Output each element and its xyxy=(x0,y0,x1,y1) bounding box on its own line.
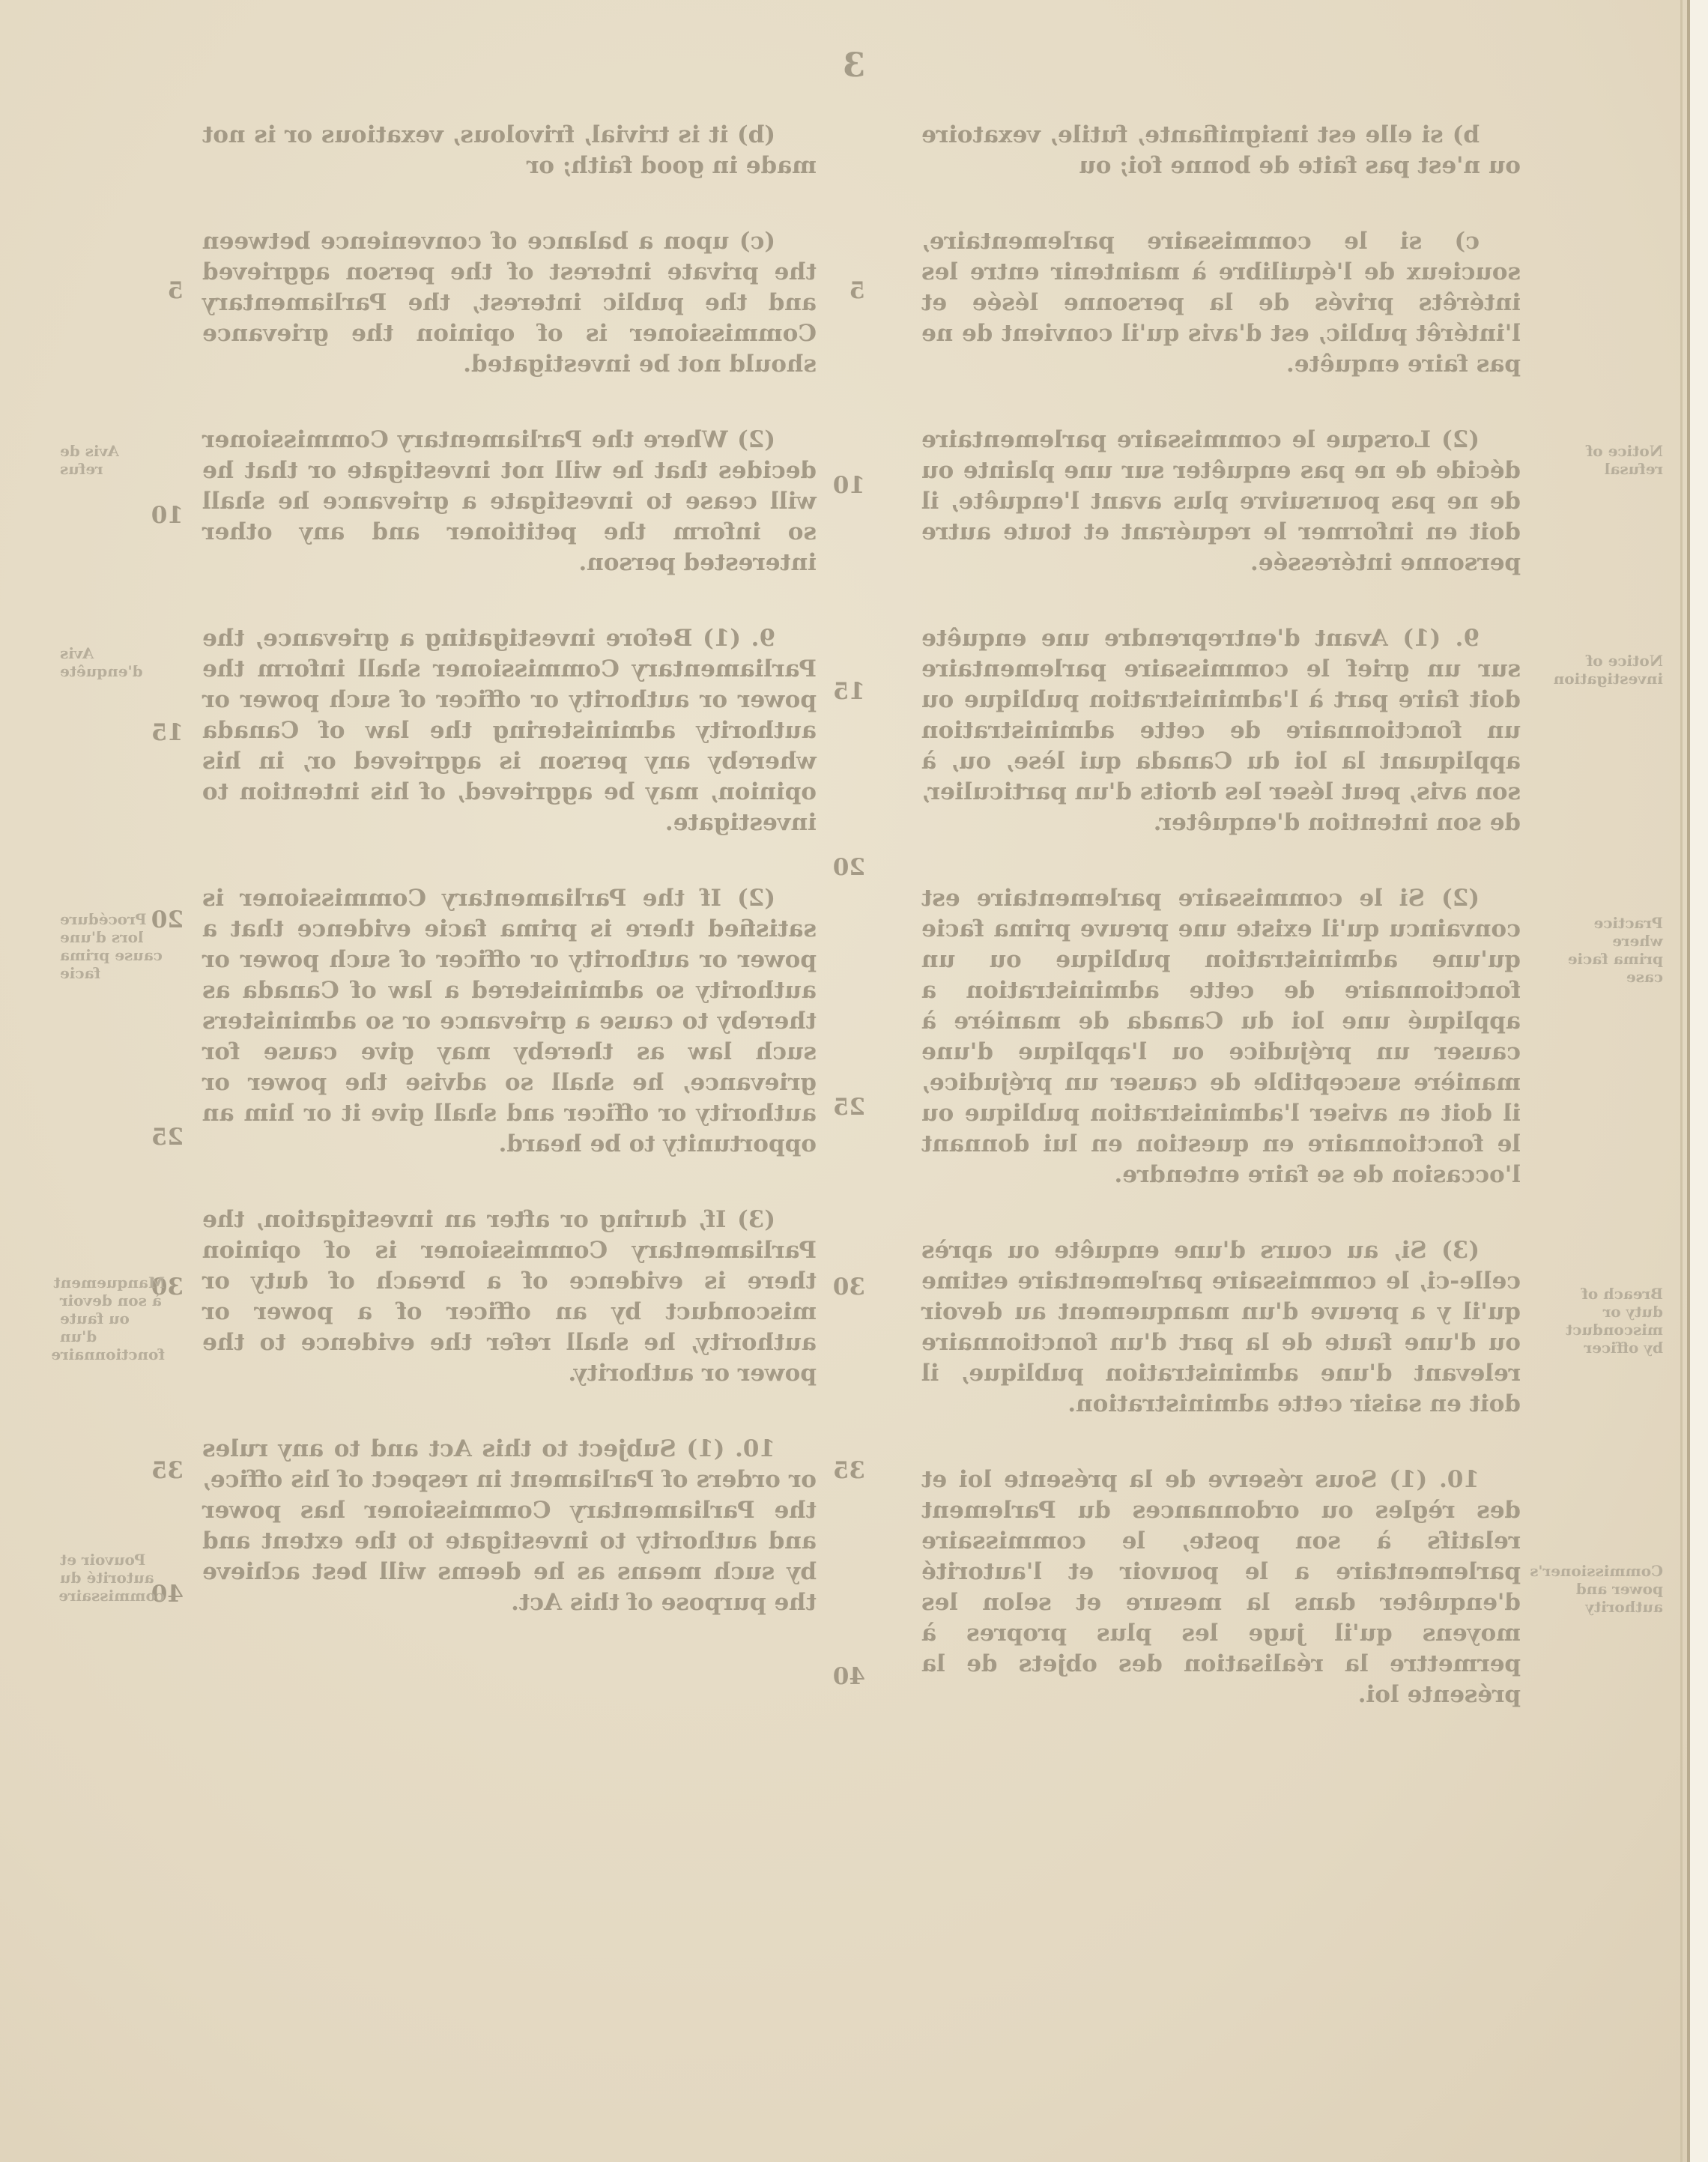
french-column xyxy=(921,120,1521,1755)
line-number: 10 xyxy=(151,502,184,529)
line-number: 10 xyxy=(832,472,865,499)
english-paragraph: (2) If the Parliamentary Commissioner is satisfied there is prima facie evidence that a power or authority or officer of such power or authority so administered a law of Canada as thereby to cause a grievance or so administers such law as thereby may give cause for grievance, he shall so advise the power or authority or officer and shall give it or him an opportunity to be heard. xyxy=(202,885,817,1157)
margin-note: Notice of investigation xyxy=(1553,652,1663,688)
english-paragraph: 10. (1) Subject to this Act and to any rules or orders of Parliament in respect of his office, the Parliamentary Commissioner has power and authority to investigate to the extent and by such means as he deems will best achieve the purpose of this Act. xyxy=(202,1435,817,1616)
line-number: 30 xyxy=(832,1274,865,1300)
line-number: 25 xyxy=(151,1124,184,1151)
line-number: 15 xyxy=(151,719,184,746)
margin-note: Procédure lors d'une cause prima facie xyxy=(60,910,163,982)
english-column xyxy=(202,120,817,1663)
english-paragraph: 9. (1) Before investigating a grievance, the Parliamentary Commissioner shall inform the power or authority or officer of such power or authority administering the law of Canada whereby any person is aggrieved or, in his opinion, may be aggrieved, of his intention to investigate. xyxy=(202,625,817,836)
margin-note: Breach of duty or misconduct by officer xyxy=(1565,1285,1663,1357)
english-paragraph: (c) upon a balance of convenience between the private interest of the person aggrieved and the public interest, the Parliamentary Commissioner is of opinion the grievance should not be investigated. xyxy=(202,228,817,378)
margin-note: Pouvoir et autorité du commissaire xyxy=(58,1551,165,1605)
line-number: 40 xyxy=(151,1581,184,1608)
line-number: 5 xyxy=(849,277,865,304)
page-edge xyxy=(1687,0,1708,2162)
page-number: 3 xyxy=(842,46,866,85)
line-number: 20 xyxy=(151,906,184,933)
line-number: 35 xyxy=(151,1457,184,1484)
french-paragraph: b) si elle est insignifiante, futile, vexatoire ou n'est pas faite de bonne foi; ou xyxy=(921,121,1521,179)
margin-note: Commissioner's power and authority xyxy=(1530,1562,1663,1616)
margin-note: Manquement à son devoir ou faute d'un fonctionnaire xyxy=(51,1274,165,1363)
line-number: 25 xyxy=(832,1094,865,1121)
line-number: 35 xyxy=(832,1457,865,1484)
english-paragraph: (3) If, during or after an investigation, the Parliamentary Commissioner is of opinion there is evidence of a breach of duty or misconduct by an officer of a power or authority, he shall refer the evidence to the power or authority. xyxy=(202,1206,817,1387)
english-paragraph: (b) it is trivial, frivolous, vexatious or is not made in good faith; or xyxy=(202,121,817,179)
french-paragraph: 9. (1) Avant d'entreprendre une enquête sur un grief le commissaire parlementaire doit faire part à l'administration publique ou un fonctionnaire de cette administration appliquant la loi du Canada qui lèse, ou, à son avis, peut léser les droits d'un particulier, de son intention d'enquêter. xyxy=(921,625,1521,836)
line-number: 40 xyxy=(832,1663,865,1690)
margin-note: Practice where prima facie case xyxy=(1567,914,1663,986)
margin-note: Avis de refus xyxy=(60,442,119,478)
binding-shadow xyxy=(1680,0,1683,2162)
french-paragraph: c) si le commissaire parlementaire, soucieux de l'équilibre à maintenir entre les intérêts privés de la personne lésée et l'intérêt public, est d'avis qu'il convient de ne pas faire enquête. xyxy=(921,228,1521,378)
margin-note: Notice of refusal xyxy=(1586,442,1663,478)
french-paragraph: (2) Si le commissaire parlementaire est convaincu qu'il existe une preuve prima facie qu'une administration publique ou un fonctionnaire de cette administration a appliqué une loi du Canada de manière à causer un préjudice ou l'applique d'une manière susceptible de causer un préjudice, il doit en aviser l'administration publique ou le fonctionnaire en question en lui donnant l'occasion de se faire entendre. xyxy=(921,885,1521,1188)
line-number: 30 xyxy=(151,1274,184,1300)
french-paragraph: (3) Si, au cours d'une enquête ou après celle-ci, le commissaire parlementaire estime qu'il y a preuve d'un manquement au devoir ou d'une faute de la part d'un fonctionnaire relevant d'une administration publique, il doit en saisir cette administration. xyxy=(921,1237,1521,1417)
line-number: 15 xyxy=(832,678,865,705)
french-paragraph: 10. (1) Sous réserve de la présente loi et des règles ou ordonnances du Parlement relatifs à son poste, le commissaire parlementaire a le pouvoir et l'autorité d'enquêter dans la mesure et selon les moyens qu'il juge les plus propres à permettre la réalisation des objets de la présente loi. xyxy=(921,1466,1521,1708)
line-number: 5 xyxy=(167,277,184,304)
line-number: 20 xyxy=(832,854,865,881)
english-paragraph: (2) Where the Parliamentary Commissioner decides that he will not investigate or that he will cease to investigate a grievance he shall so inform the petitioner and any other interested person. xyxy=(202,426,817,576)
margin-note: Avis d'enquête xyxy=(60,644,143,680)
french-paragraph: (2) Lorsque le commissaire parlementaire décide de ne pas enquêter sur une plainte ou de ne pas poursuivre plus avant l'enquête, il doit en informer le requérant et toute autre personne intéressée. xyxy=(921,426,1521,576)
